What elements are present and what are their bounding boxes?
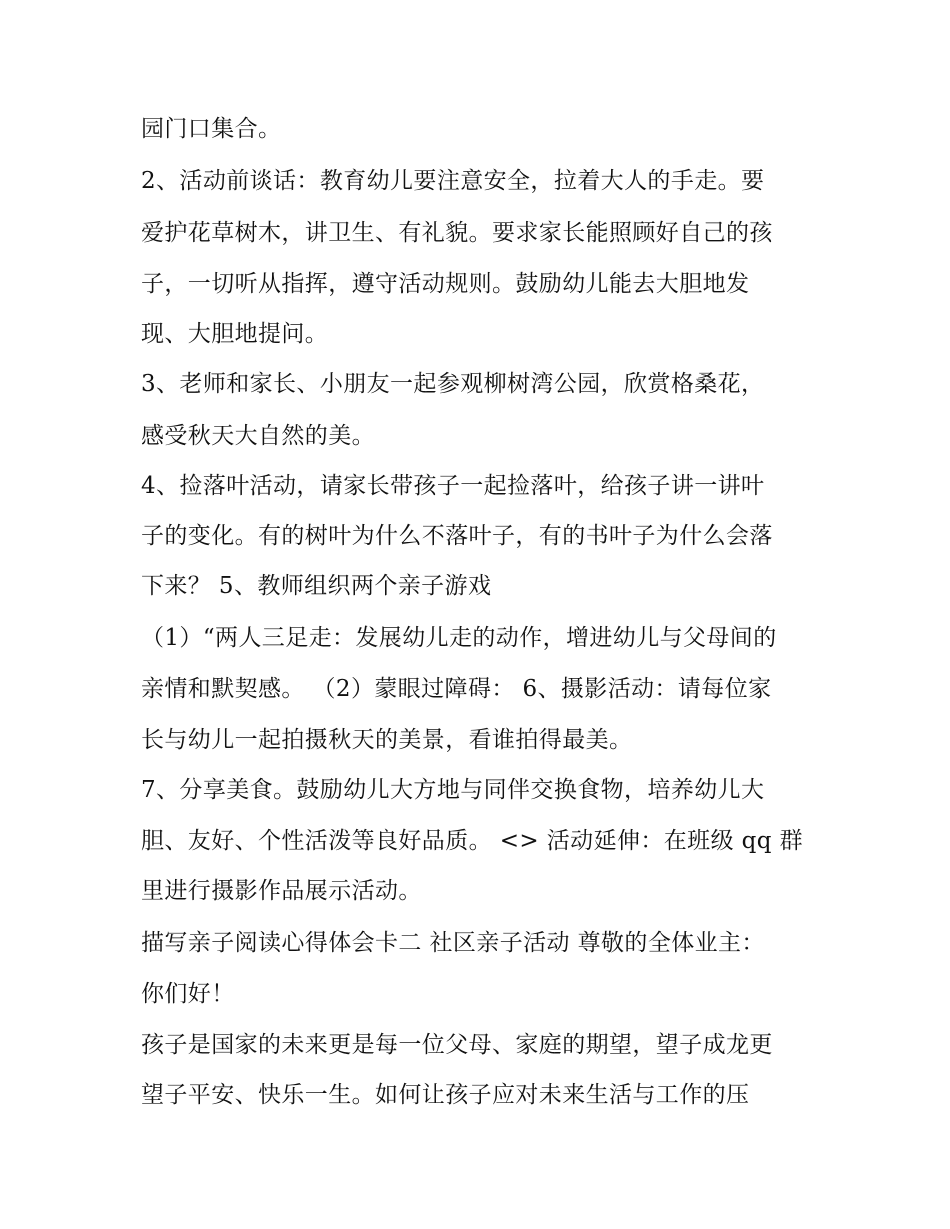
text-line: 子的变化。有的树叶为什么不落叶子，有的书叶子为什么会落 [141,523,773,549]
text-line: 胆、友好、个性活泼等良好品质。 <> 活动延伸：在班级 qq 群 [141,828,804,854]
text-line: 4、捡落叶活动，请家长带孩子一起捡落叶，给孩子讲一讲叶 [141,473,765,499]
text-line: （1）“两人三足走：发展幼儿走的动作，增进幼儿与父母间的 [141,625,777,651]
text-line: 2、活动前谈话：教育幼儿要注意安全，拉着大人的手走。要 [141,168,765,194]
text-line: 孩子是国家的未来更是每一位父母、家庭的期望，望子成龙更 [141,1032,773,1058]
text-line: 7、分享美食。鼓励幼儿大方地与同伴交换食物，培养幼儿大 [141,777,765,803]
text-line: 描写亲子阅读心得体会卡二 社区亲子活动 尊敬的全体业主： [141,930,765,956]
text-line: 下来？ 5、教师组织两个亲子游戏 [141,573,492,599]
text-line: 你们好！ [141,981,235,1007]
text-line: 里进行摄影作品展示活动。 [141,878,422,904]
text-line: 爱护花草树木，讲卫生、有礼貌。要求家长能照顾好自己的孩 [141,220,773,246]
text-line: 感受秋天大自然的美。 [141,423,375,449]
text-line: 亲情和默契感。 （2）蒙眼过障碍： 6、摄影活动：请每位家 [141,676,772,702]
text-line: 园门口集合。 [141,116,282,142]
text-line: 长与幼儿一起拍摄秋天的美景，看谁拍得最美。 [141,727,633,753]
text-line: 现、大胆地提问。 [141,321,329,347]
text-line: 子，一切听从指挥，遵守活动规则。鼓励幼儿能去大胆地发 [141,271,750,297]
text-line: 望子平安、快乐一生。如何让孩子应对未来生活与工作的压 [141,1082,750,1108]
text-line: 3、老师和家长、小朋友一起参观柳树湾公园，欣赏格桑花， [141,371,765,397]
